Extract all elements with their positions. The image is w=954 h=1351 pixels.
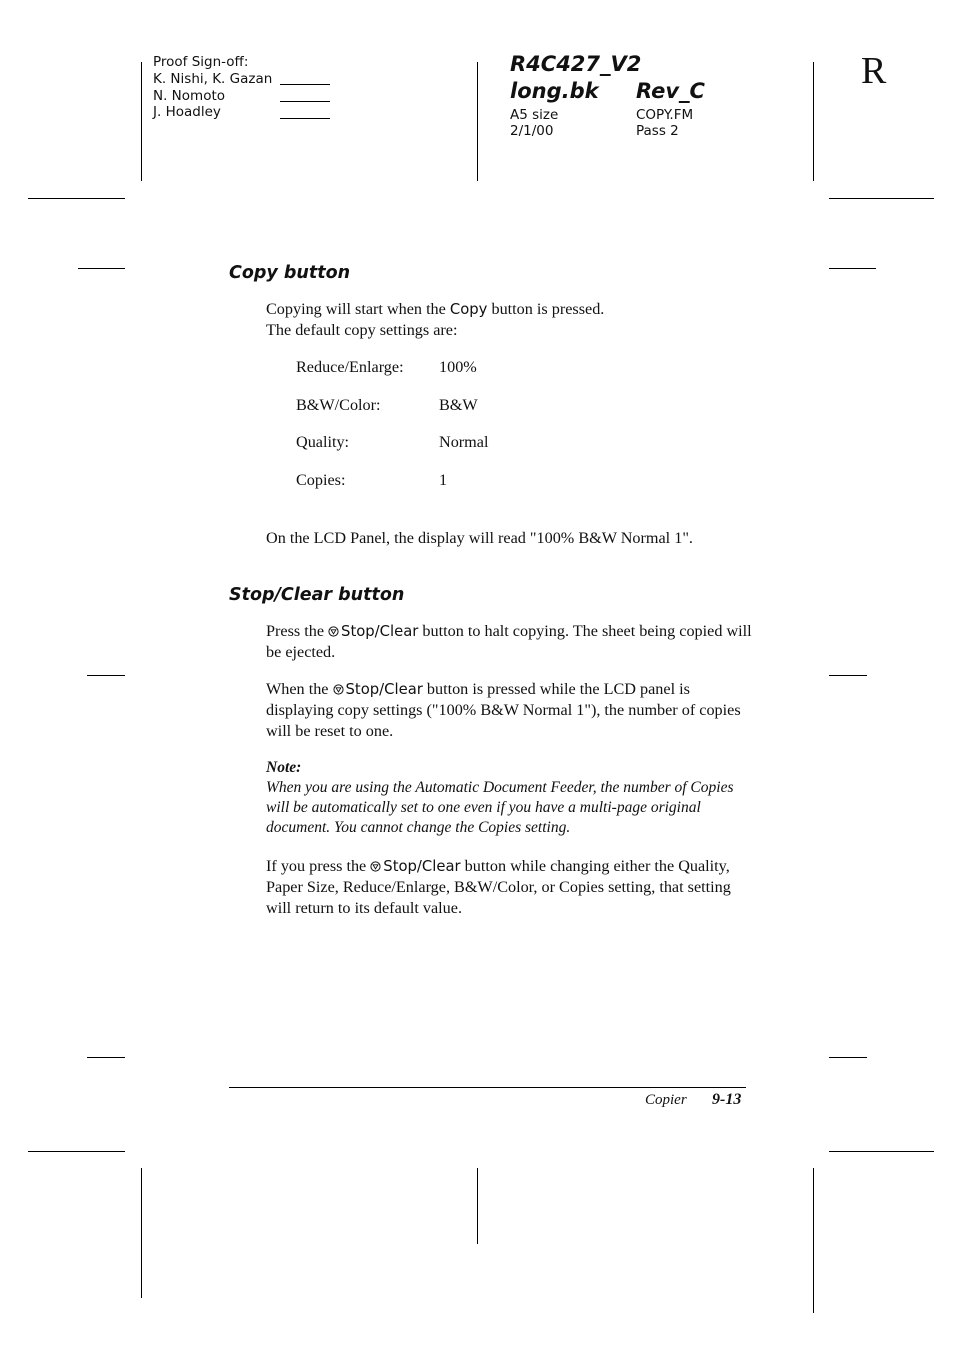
trim-mark-top-right xyxy=(829,198,934,199)
setting-value: 1 xyxy=(439,471,448,489)
copy-intro-before: Copying will start when the xyxy=(266,300,450,318)
setting-value: Normal xyxy=(439,433,489,451)
crop-mark-bottom-center xyxy=(477,1168,478,1244)
stop-clear-heading: Stop/Clear button xyxy=(229,585,405,605)
copy-intro-after: button is pressed. xyxy=(487,300,605,318)
signer-2: N. Nomoto xyxy=(153,88,226,104)
stop-paragraph-3 xyxy=(266,856,756,918)
crop-mark-top-left xyxy=(141,62,142,181)
p2-before: When the xyxy=(266,680,333,698)
stop-paragraph-1 xyxy=(266,621,756,663)
pass-number: Pass 2 xyxy=(636,123,679,139)
p1-after: button to halt copying. The sheet being copied will be ejected. xyxy=(266,622,752,662)
p3-after: button while changing either the Quality, Paper Size, Reduce/Enlarge, B&W/Color, or Copies setting, that setting will return to its default value. xyxy=(266,857,731,917)
p1-before: Press the xyxy=(266,622,329,640)
trim-mark-bottom-left xyxy=(28,1151,125,1152)
setting-label: Quality: xyxy=(296,433,350,451)
stop-clear-icon xyxy=(370,861,381,872)
book-name: long.bk xyxy=(510,79,599,103)
stop-clear-button-name: Stop/Clear xyxy=(345,681,423,698)
stop-clear-icon xyxy=(333,684,344,695)
margin-mark-right-3 xyxy=(829,1057,867,1058)
footer-page-number: 9-13 xyxy=(712,1091,742,1108)
setting-label: Reduce/Enlarge: xyxy=(296,358,404,376)
copy-button-heading: Copy button xyxy=(229,263,351,283)
setting-row-copies xyxy=(296,470,448,490)
signer-1: K. Nishi, K. Gazan xyxy=(153,71,273,87)
revision: Rev_C xyxy=(636,79,705,103)
doc-date: 2/1/00 xyxy=(510,123,554,139)
setting-row-reduce-enlarge xyxy=(296,357,477,377)
copy-intro-line2: The default copy settings are: xyxy=(266,321,458,340)
proof-signoff-title: Proof Sign-off: xyxy=(153,54,249,70)
signature-line-1 xyxy=(280,84,330,85)
trim-mark-bottom-right xyxy=(829,1151,934,1152)
setting-row-bw-color xyxy=(296,395,478,415)
footer-chapter: Copier xyxy=(645,1092,687,1108)
copy-button-name: Copy xyxy=(449,301,488,318)
lcd-display-text: On the LCD Panel, the display will read "100% B&W Normal 1". xyxy=(266,529,693,547)
file-name: COPY.FM xyxy=(636,107,694,123)
margin-mark-left-3 xyxy=(87,1057,125,1058)
setting-label: Copies: xyxy=(296,471,346,489)
stop-clear-button-name: Stop/Clear xyxy=(383,858,461,875)
stop-clear-icon xyxy=(328,626,339,637)
setting-value: 100% xyxy=(439,358,477,376)
crop-mark-bottom-left xyxy=(141,1168,142,1298)
crop-mark-top-right xyxy=(813,62,814,181)
p2-after: button is pressed while the LCD panel is displaying copy settings ("100% B&W Normal 1"), the number of copies will be reset to one. xyxy=(266,680,741,740)
setting-row-quality xyxy=(296,432,489,452)
stop-clear-button-name: Stop/Clear xyxy=(341,623,419,640)
setting-label: B&W/Color: xyxy=(296,396,381,414)
trim-mark-top-left xyxy=(28,198,125,199)
doc-code: R4C427_V2 xyxy=(510,52,642,76)
p3-before: If you press the xyxy=(266,857,371,875)
margin-mark-left-2 xyxy=(87,675,125,676)
paper-size: A5 size xyxy=(510,107,559,123)
signature-line-2 xyxy=(280,101,330,102)
copy-intro xyxy=(266,299,756,341)
signature-line-3 xyxy=(280,118,330,119)
crop-mark-top-center xyxy=(477,62,478,181)
note-title: Note: xyxy=(266,759,302,776)
margin-mark-right-1 xyxy=(829,268,876,269)
stop-paragraph-2 xyxy=(266,679,756,741)
signer-3: J. Hoadley xyxy=(153,104,221,120)
margin-mark-left-1 xyxy=(78,268,125,269)
note-text: When you are using the Automatic Document Feeder, the number of Copies will be automatically set to one even if you have a multi-page original document. You cannot change the Copies setting. xyxy=(266,779,734,837)
corner-letter: R xyxy=(861,50,887,92)
margin-mark-right-2 xyxy=(829,675,867,676)
crop-mark-bottom-right xyxy=(813,1168,814,1313)
setting-value: B&W xyxy=(439,396,478,414)
footer-rule xyxy=(229,1087,746,1088)
